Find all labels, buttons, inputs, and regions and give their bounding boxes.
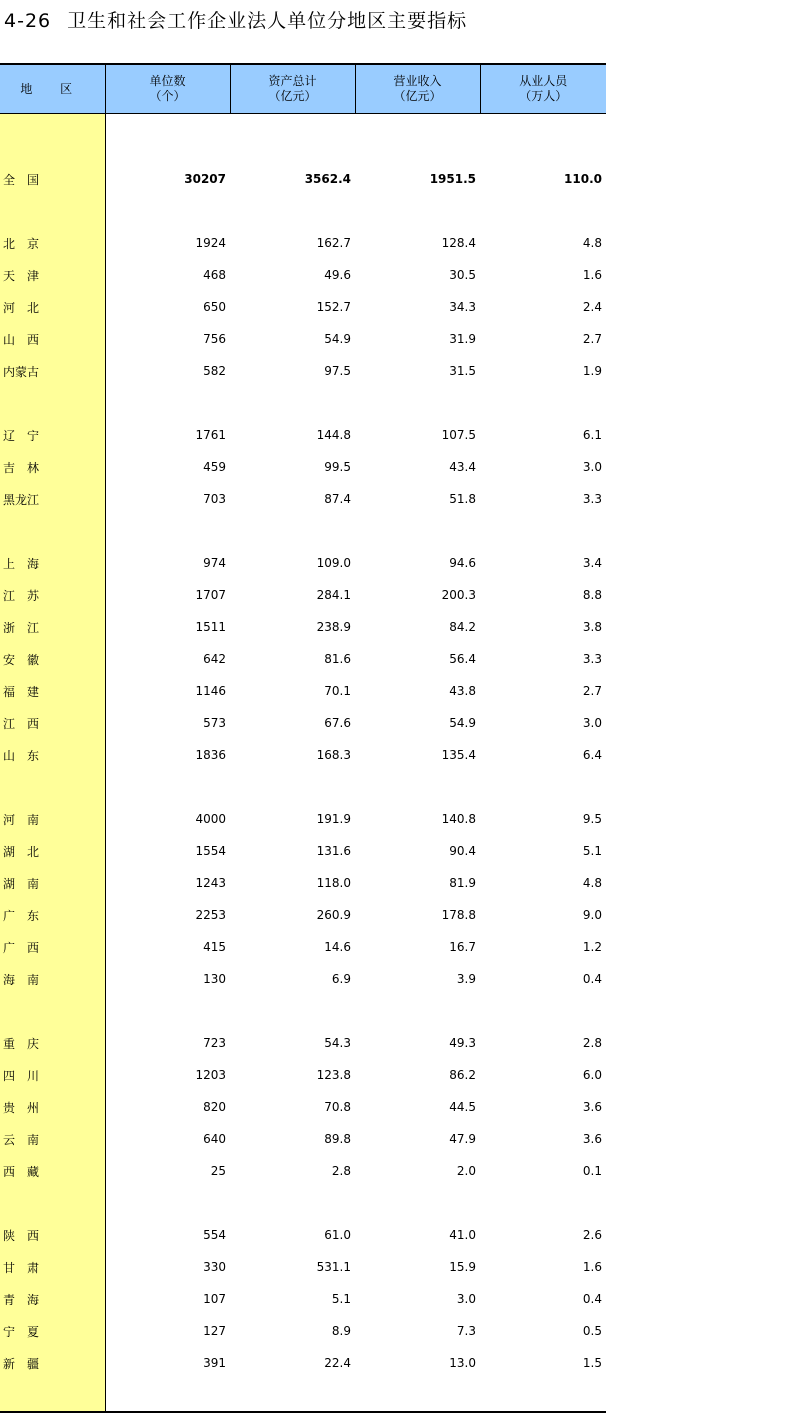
table-row: [0, 867, 606, 899]
employees-cell: 6.4: [582, 748, 602, 762]
revenue-cell: 34.3: [449, 300, 476, 314]
table-row: [0, 675, 606, 707]
employees-cell: 3.3: [582, 492, 602, 506]
assets-cell: [230, 114, 355, 164]
units-cell: 1836: [195, 748, 226, 762]
units-cell: 650: [203, 300, 226, 314]
spacer-row: [0, 995, 606, 1027]
employees-cell: 110.0: [564, 172, 602, 186]
page-title: [4, 6, 467, 33]
table-row: [0, 483, 606, 515]
revenue-cell: 31.5: [449, 364, 476, 378]
revenue-cell: [355, 1379, 480, 1412]
employees-cell: [480, 195, 606, 227]
assets-cell: 87.4: [324, 492, 351, 506]
units-cell: [105, 1379, 230, 1412]
region-cell: 北 京: [0, 227, 105, 259]
employees-cell: 3.4: [582, 556, 602, 570]
table-row: [0, 1091, 606, 1123]
employees-cell: 6.0: [582, 1068, 602, 1082]
units-cell: 703: [203, 492, 226, 506]
table-row: [0, 963, 606, 995]
assets-cell: 118.0: [316, 876, 351, 890]
table-row: [0, 1059, 606, 1091]
assets-cell: 152.7: [316, 300, 351, 314]
region-cell: 海 南: [0, 963, 105, 995]
employees-cell: 2.4: [582, 300, 602, 314]
revenue-cell: 2.0: [456, 1164, 476, 1178]
units-cell: 4000: [195, 812, 226, 826]
assets-cell: 123.8: [316, 1068, 351, 1082]
revenue-cell: 81.9: [449, 876, 476, 890]
region-cell: 宁 夏: [0, 1315, 105, 1347]
revenue-cell: 43.4: [449, 460, 476, 474]
table-row: [0, 227, 606, 259]
table-row: [0, 259, 606, 291]
table-row: [0, 643, 606, 675]
assets-cell: [230, 1379, 355, 1412]
region-cell: 内蒙古: [0, 355, 105, 387]
assets-cell: [230, 995, 355, 1027]
revenue-cell: 51.8: [449, 492, 476, 506]
units-cell: 25: [210, 1164, 226, 1178]
assets-cell: 70.1: [324, 684, 351, 698]
assets-cell: 54.3: [324, 1036, 351, 1050]
revenue-cell: [355, 1187, 480, 1219]
units-cell: 974: [203, 556, 226, 570]
assets-cell: 81.6: [324, 652, 351, 666]
units-cell: 130: [203, 972, 226, 986]
units-cell: [105, 195, 230, 227]
assets-cell: 238.9: [316, 620, 351, 634]
employees-cell: [480, 1187, 606, 1219]
spacer-row: [0, 195, 606, 227]
assets-cell: 70.8: [324, 1100, 351, 1114]
region-cell: 山 西: [0, 323, 105, 355]
spacer-row: [0, 1379, 606, 1412]
region-cell: [0, 1379, 105, 1412]
table-row: [0, 1251, 606, 1283]
assets-cell: [230, 195, 355, 227]
employees-cell: 4.8: [582, 876, 602, 890]
region-cell: 山 东: [0, 739, 105, 771]
employees-cell: 9.0: [582, 908, 602, 922]
assets-cell: [230, 515, 355, 547]
region-cell: 吉 林: [0, 451, 105, 483]
header-revenue: 营业收入 （亿元）: [355, 64, 480, 114]
assets-cell: 22.4: [324, 1356, 351, 1370]
units-cell: [105, 387, 230, 419]
assets-cell: 531.1: [316, 1260, 351, 1274]
revenue-cell: 107.5: [441, 428, 476, 442]
region-cell: 辽 宁: [0, 419, 105, 451]
table-row: [0, 579, 606, 611]
revenue-cell: 47.9: [449, 1132, 476, 1146]
assets-cell: [230, 771, 355, 803]
revenue-cell: 54.9: [449, 716, 476, 730]
revenue-cell: [355, 771, 480, 803]
units-cell: 573: [203, 716, 226, 730]
employees-cell: 0.4: [582, 972, 602, 986]
region-cell: 重 庆: [0, 1027, 105, 1059]
region-cell: [0, 195, 105, 227]
units-cell: 554: [203, 1228, 226, 1242]
units-cell: 1924: [195, 236, 226, 250]
revenue-cell: 3.0: [456, 1292, 476, 1306]
employees-cell: 2.8: [582, 1036, 602, 1050]
table-row: [0, 739, 606, 771]
table-row: [0, 803, 606, 835]
assets-cell: 89.8: [324, 1132, 351, 1146]
table-row: [0, 451, 606, 483]
revenue-cell: 30.5: [449, 268, 476, 282]
employees-cell: [480, 995, 606, 1027]
region-cell: [0, 771, 105, 803]
assets-cell: [230, 1187, 355, 1219]
units-cell: 1243: [195, 876, 226, 890]
employees-cell: [480, 515, 606, 547]
header-assets: 资产总计 （亿元）: [230, 64, 355, 114]
table-row: [0, 1219, 606, 1251]
employees-cell: 0.5: [582, 1324, 602, 1338]
units-cell: 1146: [195, 684, 226, 698]
revenue-cell: 128.4: [441, 236, 476, 250]
units-cell: 468: [203, 268, 226, 282]
region-cell: 湖 南: [0, 867, 105, 899]
region-cell: 江 苏: [0, 579, 105, 611]
revenue-cell: 15.9: [449, 1260, 476, 1274]
region-cell: [0, 1187, 105, 1219]
employees-cell: 8.8: [582, 588, 602, 602]
region-cell: 甘 肃: [0, 1251, 105, 1283]
revenue-cell: [355, 114, 480, 164]
region-cell: 河 南: [0, 803, 105, 835]
employees-cell: 1.6: [582, 1260, 602, 1274]
employees-cell: 0.1: [582, 1164, 602, 1178]
revenue-cell: 135.4: [441, 748, 476, 762]
employees-cell: [480, 387, 606, 419]
region-cell: 湖 北: [0, 835, 105, 867]
revenue-cell: 13.0: [449, 1356, 476, 1370]
spacer-row: [0, 771, 606, 803]
revenue-cell: 178.8: [441, 908, 476, 922]
assets-cell: 191.9: [316, 812, 351, 826]
units-cell: 756: [203, 332, 226, 346]
revenue-cell: 7.3: [456, 1324, 476, 1338]
table-row: [0, 899, 606, 931]
table-title: 卫生和社会工作企业法人单位分地区主要指标: [67, 10, 468, 32]
region-cell: 江 西: [0, 707, 105, 739]
units-cell: 582: [203, 364, 226, 378]
units-cell: 1203: [195, 1068, 226, 1082]
units-cell: 127: [203, 1324, 226, 1338]
assets-cell: 131.6: [316, 844, 351, 858]
units-cell: 723: [203, 1036, 226, 1050]
table-row: [0, 931, 606, 963]
region-cell: 河 北: [0, 291, 105, 323]
employees-cell: 3.0: [582, 716, 602, 730]
units-cell: 2253: [195, 908, 226, 922]
revenue-cell: 49.3: [449, 1036, 476, 1050]
revenue-cell: 16.7: [449, 940, 476, 954]
region-cell: 新 疆: [0, 1347, 105, 1379]
revenue-cell: 86.2: [449, 1068, 476, 1082]
revenue-cell: 140.8: [441, 812, 476, 826]
employees-cell: 6.1: [582, 428, 602, 442]
assets-cell: 8.9: [331, 1324, 351, 1338]
data-table: [0, 63, 606, 1413]
assets-cell: 54.9: [324, 332, 351, 346]
assets-cell: 162.7: [316, 236, 351, 250]
units-cell: 459: [203, 460, 226, 474]
employees-cell: 3.3: [582, 652, 602, 666]
revenue-cell: 90.4: [449, 844, 476, 858]
employees-cell: 2.7: [582, 684, 602, 698]
table-row: [0, 1347, 606, 1379]
assets-cell: 67.6: [324, 716, 351, 730]
table-row: [0, 1283, 606, 1315]
region-cell: [0, 515, 105, 547]
revenue-cell: 31.9: [449, 332, 476, 346]
region-cell: 上 海: [0, 547, 105, 579]
region-cell: 西 藏: [0, 1155, 105, 1187]
assets-cell: 144.8: [316, 428, 351, 442]
region-cell: [0, 995, 105, 1027]
table-row: [0, 707, 606, 739]
employees-cell: 1.6: [582, 268, 602, 282]
spacer-row: [0, 387, 606, 419]
assets-cell: 260.9: [316, 908, 351, 922]
revenue-cell: [355, 995, 480, 1027]
units-cell: [105, 515, 230, 547]
region-cell: 天 津: [0, 259, 105, 291]
region-cell: [0, 114, 105, 164]
spacer-row: [0, 1187, 606, 1219]
table-row: [0, 323, 606, 355]
assets-cell: 61.0: [324, 1228, 351, 1242]
region-cell: 贵 州: [0, 1091, 105, 1123]
assets-cell: 168.3: [316, 748, 351, 762]
units-cell: 107: [203, 1292, 226, 1306]
assets-cell: 284.1: [316, 588, 351, 602]
region-cell: 福 建: [0, 675, 105, 707]
assets-cell: 6.9: [331, 972, 351, 986]
units-cell: [105, 114, 230, 164]
assets-cell: 99.5: [324, 460, 351, 474]
employees-cell: 9.5: [582, 812, 602, 826]
region-cell: 陕 西: [0, 1219, 105, 1251]
employees-cell: 3.8: [582, 620, 602, 634]
table-row: [0, 355, 606, 387]
revenue-cell: [355, 387, 480, 419]
assets-cell: 49.6: [324, 268, 351, 282]
region-cell: 青 海: [0, 1283, 105, 1315]
units-cell: 330: [203, 1260, 226, 1274]
header-employees: 从业人员 （万人）: [480, 64, 606, 114]
employees-cell: 3.6: [582, 1100, 602, 1114]
assets-cell: [230, 387, 355, 419]
table-row: [0, 419, 606, 451]
revenue-cell: 1951.5: [429, 172, 476, 186]
employees-cell: 0.4: [582, 1292, 602, 1306]
table-row: [0, 1315, 606, 1347]
employees-cell: [480, 114, 606, 164]
assets-cell: 97.5: [324, 364, 351, 378]
employees-cell: [480, 771, 606, 803]
units-cell: 30207: [184, 172, 226, 186]
assets-cell: 109.0: [316, 556, 351, 570]
revenue-cell: 84.2: [449, 620, 476, 634]
region-cell: [0, 387, 105, 419]
employees-cell: 1.9: [582, 364, 602, 378]
employees-cell: 5.1: [582, 844, 602, 858]
spacer-row: [0, 114, 606, 164]
units-cell: 1511: [195, 620, 226, 634]
units-cell: 820: [203, 1100, 226, 1114]
header-row: [0, 64, 606, 114]
region-cell: 广 东: [0, 899, 105, 931]
units-cell: 640: [203, 1132, 226, 1146]
units-cell: [105, 995, 230, 1027]
employees-cell: 2.7: [582, 332, 602, 346]
employees-cell: 4.8: [582, 236, 602, 250]
table-row: [0, 835, 606, 867]
revenue-cell: [355, 195, 480, 227]
region-cell: 四 川: [0, 1059, 105, 1091]
revenue-cell: 94.6: [449, 556, 476, 570]
revenue-cell: [355, 515, 480, 547]
header-units: 单位数 （个）: [105, 64, 230, 114]
region-cell: 黑龙江: [0, 483, 105, 515]
revenue-cell: 200.3: [441, 588, 476, 602]
region-cell: 全 国: [0, 163, 105, 195]
units-cell: [105, 1187, 230, 1219]
table-number: 4-26: [4, 10, 52, 32]
region-cell: 安 徽: [0, 643, 105, 675]
revenue-cell: 43.8: [449, 684, 476, 698]
units-cell: 1707: [195, 588, 226, 602]
revenue-cell: 41.0: [449, 1228, 476, 1242]
assets-cell: 5.1: [331, 1292, 351, 1306]
region-cell: 广 西: [0, 931, 105, 963]
units-cell: 415: [203, 940, 226, 954]
table-row: [0, 1155, 606, 1187]
table-row: [0, 1123, 606, 1155]
region-cell: 浙 江: [0, 611, 105, 643]
units-cell: 642: [203, 652, 226, 666]
revenue-cell: 3.9: [456, 972, 476, 986]
employees-cell: [480, 1379, 606, 1412]
units-cell: 1554: [195, 844, 226, 858]
table-row: [0, 547, 606, 579]
employees-cell: 1.5: [582, 1356, 602, 1370]
units-cell: 1761: [195, 428, 226, 442]
table-row: [0, 1027, 606, 1059]
table-row: [0, 291, 606, 323]
assets-cell: 14.6: [324, 940, 351, 954]
employees-cell: 1.2: [582, 940, 602, 954]
table-row: [0, 163, 606, 195]
revenue-cell: 56.4: [449, 652, 476, 666]
employees-cell: 3.0: [582, 460, 602, 474]
assets-cell: 2.8: [331, 1164, 351, 1178]
units-cell: 391: [203, 1356, 226, 1370]
employees-cell: 3.6: [582, 1132, 602, 1146]
units-cell: [105, 771, 230, 803]
table-row: [0, 611, 606, 643]
region-cell: 云 南: [0, 1123, 105, 1155]
spacer-row: [0, 515, 606, 547]
header-region: 地 区: [0, 64, 105, 114]
assets-cell: 3562.4: [304, 172, 351, 186]
employees-cell: 2.6: [582, 1228, 602, 1242]
revenue-cell: 44.5: [449, 1100, 476, 1114]
